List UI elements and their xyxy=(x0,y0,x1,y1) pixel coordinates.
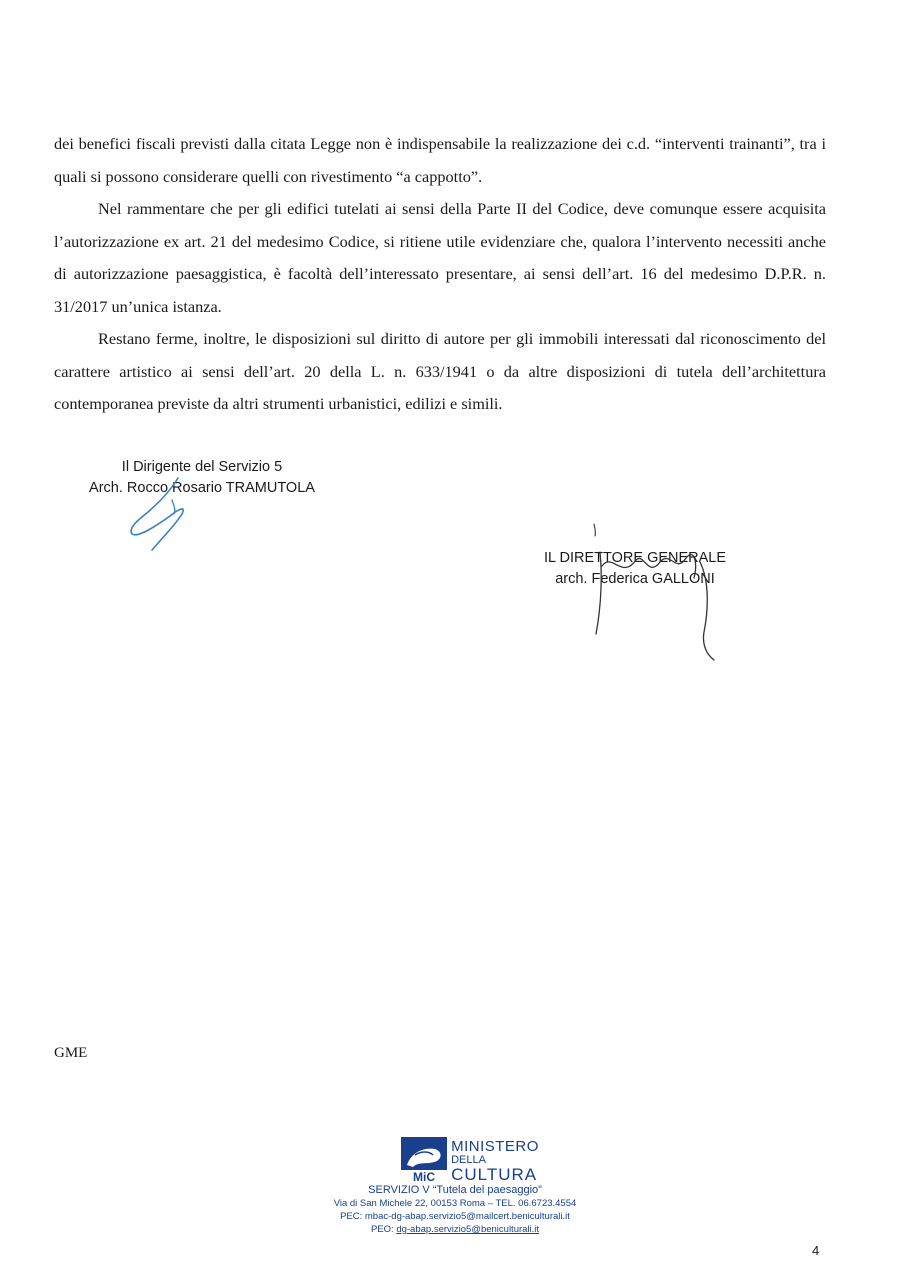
logo-wordmark: MINISTERO DELLA CULTURA xyxy=(451,1138,539,1184)
direttore-handwritten-signature xyxy=(582,522,722,662)
dirigente-role: Il Dirigente del Servizio 5 xyxy=(121,459,283,475)
paragraph-2: Nel rammentare che per gli edifici tutelati ai sensi della Parte II del Codice, deve comunque essere acquisita l’autorizzazione ex art. 21 del medesimo Codice, si ritiene utile evidenziare che, qualora l’intervento necessiti anche di autorizzazione paesaggistica, è facoltà dell’interessato presentare, ai sensi dell’art. 16 del medesimo D.P.R. n. 31/2017 un’unica istanza. xyxy=(54,199,826,316)
footer-pec: PEC: mbac-dg-abap.servizio5@mailcert.beniculturali.it xyxy=(340,1211,570,1222)
letter-body xyxy=(54,128,826,421)
paragraph-3: Restano ferme, inoltre, le disposizioni sul diritto di autore per gli immobili interessati dal riconoscimento del carattere artistico ai sensi dell’art. 20 della L. n. 633/1941 o da altre disposizioni di tutela dell’architettura contemporanea previste da altri strumenti urbanistici, edilizi e simili. xyxy=(54,329,826,413)
footer xyxy=(250,1133,660,1236)
mic-logo-icon xyxy=(401,1137,447,1183)
page-number: 4 xyxy=(812,1243,820,1258)
footer-address: Via di San Michele 22, 00153 Roma – TEL. 06.6723.4554 xyxy=(333,1198,577,1209)
ministry-logo xyxy=(280,1133,660,1183)
dirigente-handwritten-signature xyxy=(120,478,200,558)
direttore-name: arch. Federica GALLONI xyxy=(555,571,715,587)
dirigente-name: Arch. Rocco Rosario TRAMUTOLA xyxy=(89,480,315,496)
svg-text:MiC: MiC xyxy=(413,1170,436,1183)
author-initials: GME xyxy=(54,1045,88,1061)
paragraph-1: dei benefici fiscali previsti dalla citata Legge non è indispensabile la realizzazione dei c.d. “interventi trainanti”, tra i quali si possono considerare quelli con rivestimento “a cappotto”. xyxy=(54,134,826,186)
footer-service: SERVIZIO V “Tutela del paesaggio” xyxy=(368,1184,542,1196)
peo-email-link[interactable]: dg-abap.servizio5@beniculturali.it xyxy=(396,1224,540,1235)
footer-peo: PEO: dg-abap.servizio5@beniculturali.it xyxy=(370,1224,540,1235)
direttore-role: IL DIRETTORE GENERALE xyxy=(543,550,727,566)
signature-block-dirigente xyxy=(82,457,322,499)
